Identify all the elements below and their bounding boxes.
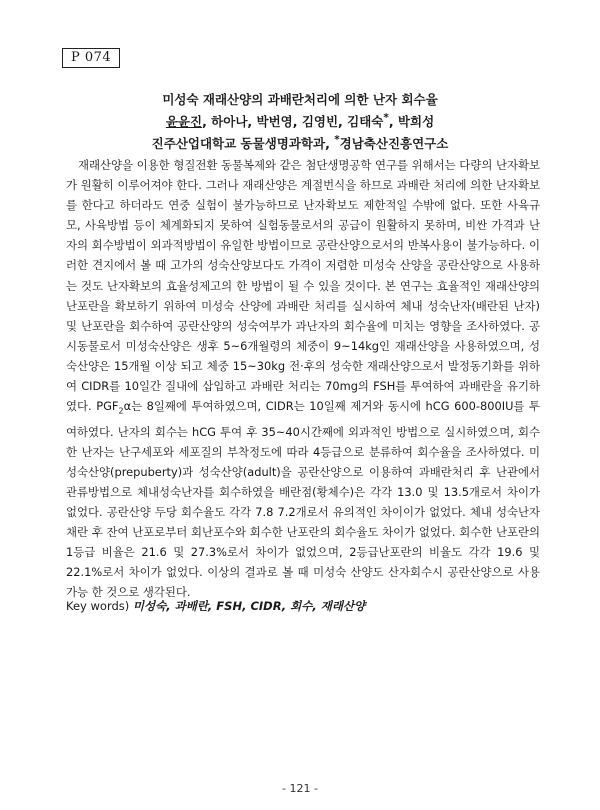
pgf-greek: α: [123, 399, 132, 414]
affiliation-line: [0, 131, 600, 153]
keywords-label: Key words): [66, 599, 133, 613]
abstract-text-part2: 는 8일째에 투여하였으며, CIDR는 10일째 제거와 동시에 hCG 600-800IU를 투여하였다. 난자의 회수는 hCG 투여 후 35~40시간째에 외과적인 방법으로 실시하였으며, 회수한 난자는 난구세포와 세포질의 부착정도에 따라 4등급으로 분류하여 회수율을 조사하였다. 미성숙산양(prepuberty)과 성숙산양(adult)을 공란산양으로 이용하여 과배란처리 후 난관에서 관류방법으로 체내성숙난자를 회수하였을 배란점(황체수)은 각각 13.0 및 13.5개로서 차이가 없었다. 공란산양 두당 회수율도 각각 7.8 7.2개로서 유의적인 차이이가 없었다. 체내 성숙난자 채란 후 잔여 난포로부터 회난포수와 회수한 난포란의 회수율도 차이가 없었다. 회수한 난포란의 1등급 비율은 21.6 및 27.3%로서 차이가 없었으며, 2등급난포란의 비율도 각각 19.6 및 22.1%로서 차이가 없었다. 이상의 결과로 볼 때 미성숙 산양도 산자회수시 공란산양으로 사용가능 한 것으로 생각된다.: [66, 399, 541, 600]
pgf-subscript: 2: [118, 406, 124, 416]
affiliation-mark: *: [334, 134, 340, 147]
title-block: [0, 90, 600, 153]
author-affiliation-mark: *: [383, 112, 389, 124]
abstract-paragraph: [66, 155, 540, 602]
author-line: [0, 109, 600, 131]
page-number: - 121 -: [282, 782, 318, 795]
presenting-author: 윤윤진: [165, 114, 203, 130]
affiliation-secondary: 경남축산진흥연구소: [339, 136, 449, 152]
keywords-terms: 미성숙, 과배란, FSH, CIDR, 회수, 재래산양: [132, 599, 366, 613]
affiliation-main: 진주산업대학교 동물생명과학과,: [151, 136, 335, 152]
abstract-body: [66, 155, 540, 602]
keywords-line: [66, 598, 365, 614]
paper-title: 미성숙 재래산양의 과배란처리에 의한 난자 회수율: [162, 92, 438, 107]
last-author: , 박희성: [388, 114, 435, 130]
abstract-text-part1: 재래산양을 이용한 형질전환 동물복제와 같은 첨단생명공학 연구를 위해서는 다량의 난자확보가 원활히 이루어져야 한다. 그러나 재래산양은 계절번식을 하므로 과배란 처리에 의한 난자확보를 한다고 하더라도 연중 실험이 불가능하므로 난자확보도 제한적일 수밖에 없다. 또한 사육규모, 사육방법 등이 체계화되지 못하여 실험동물로서의 공급이 원활하지 못하며, 비싼 가격과 난자의 회수방법이 외과적방법이 유일한 방법이므로 공란산양으로서의 반복사용이 불가능하다. 이러한 견지에서 볼 때 고가의 성숙산양보다도 가격이 저렴한 미성숙 산양을 공란산양으로 사용하는 것도 난자확보의 효율성제고의 한 방법이 될 수 있을 것이다. 본 연구는 효율적인 재래산양의 난포란을 확보하기 위하여 미성숙 산양에 과배란 처리를 실시하여 체내 성숙난자(배란된 난자) 및 난포란을 회수하여 공란산양의 성숙여부가 과난자의 회수율에 미치는 영향을 조사하였다. 공시동물로서 미성숙산양은 생후 5~6개월령의 체중이 9~14kg인 재래산양을 사용하였으며, 성숙산양은 15개월 이상 되고 체중 15~30kg 전·후의 성숙한 재래산양으로서 발정동기화를 위하여 CIDR를 10일간 질내에 삽입하고 과배란 처리는 70mg의 FSH를 투여하여 과배란을 유기하였다. PGF: [66, 158, 540, 414]
co-authors: , 하아나, 박번영, 김영빈, 김태숙: [202, 114, 384, 130]
abstract-code-box: P 074: [62, 48, 120, 68]
